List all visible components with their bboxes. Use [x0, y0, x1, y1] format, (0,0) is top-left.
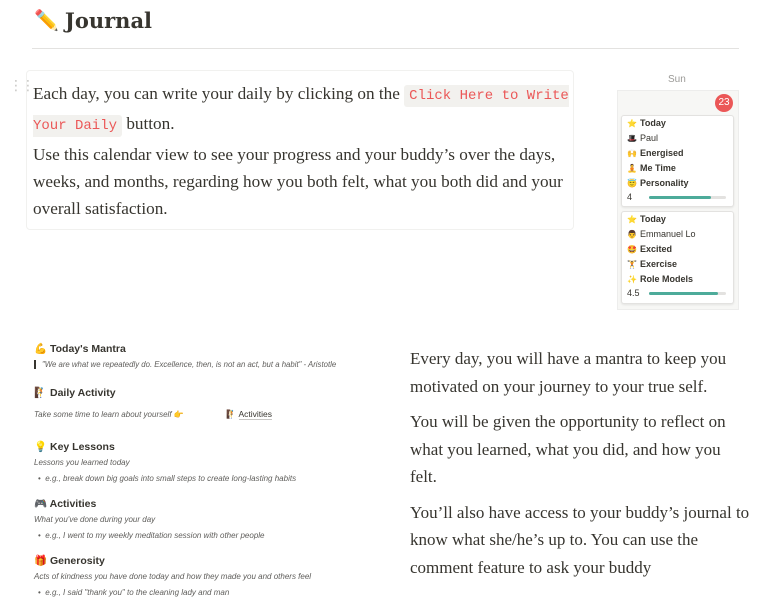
rating-progress: [622, 190, 733, 204]
smiley-icon: 😇: [627, 178, 637, 188]
card-row: ✨ Role Models: [622, 272, 733, 287]
card-row: 🧘 Me Time: [622, 161, 733, 176]
person-icon: 🎩: [627, 133, 637, 143]
sparkles-icon: ✨: [627, 274, 637, 284]
calendar-card[interactable]: [621, 115, 734, 207]
flexed-biceps-icon: 💪: [34, 343, 48, 355]
generosity-example: • e.g., I said "thank you" to the cleaning lady and man: [38, 588, 230, 597]
person-icon: 👨: [627, 229, 637, 239]
card-row: ⭐ Today: [622, 212, 733, 227]
activities-example: • e.g., I went to my weekly meditation session with other people: [38, 531, 265, 540]
write-daily-code: Click Here to Write Your Daily: [33, 85, 569, 137]
key-lessons-heading: 💡 Key Lessons: [34, 441, 115, 453]
activities-description: What you've done during your day: [34, 515, 156, 524]
description-paragraph: Every day, you will have a mantra to keep you motivated on your journey to your true self.: [410, 349, 727, 396]
pencil-icon: ✏️: [34, 10, 59, 32]
daily-activity-text: Take some time to learn about yourself 👉: [34, 410, 184, 419]
meditation-icon: 🧘: [627, 163, 637, 173]
progress-track: [649, 196, 726, 199]
intro-paragraph[interactable]: Each day, you can write your daily by clicking on the Click Here to Write Your Daily button.: [33, 80, 573, 140]
page-title[interactable]: Journal: [64, 8, 153, 33]
star-icon: ⭐: [627, 215, 637, 224]
pointing-hand-icon: 👉: [173, 410, 184, 419]
key-lessons-description: Lessons you learned today: [34, 458, 130, 467]
raised-hands-icon: 🙌: [627, 148, 637, 158]
progress-fill: [649, 292, 718, 295]
drag-handle-icon[interactable]: ⋮⋮: [9, 78, 33, 94]
daily-activity-heading: 🧗 Daily Activity: [34, 387, 116, 399]
card-row: 🙌 Energised: [622, 146, 733, 161]
page-header: [34, 8, 152, 33]
calendar-day-label: Sun: [668, 74, 686, 85]
rating-value: 4: [627, 192, 633, 203]
weightlifter-icon: 🏋: [627, 259, 637, 269]
rating-progress: [622, 286, 733, 300]
generosity-heading: 🎁 Generosity: [34, 555, 105, 567]
card-row: 👨 Emmanuel Lo: [622, 227, 733, 242]
rating-value: 4.5: [627, 288, 640, 299]
progress-track: [649, 292, 726, 295]
progress-fill: [649, 196, 711, 199]
mantra-heading: 💪 Today's Mantra: [34, 343, 126, 355]
card-row: 🤩 Excited: [622, 242, 733, 257]
card-row: ⭐ Today: [622, 116, 733, 131]
activities-link[interactable]: 🧗 Activities: [226, 409, 273, 419]
calendar-date-badge: 23: [715, 94, 733, 112]
description-paragraph: You will be given the opportunity to reflect on what you learned, what you did, and how you felt.: [410, 412, 726, 486]
card-row: 😇 Personality: [622, 176, 733, 191]
activity-icon: 🧗: [226, 409, 237, 419]
card-row: 🎩 Paul: [622, 131, 733, 146]
activity-icon: 🧗: [34, 387, 48, 399]
description-block[interactable]: [410, 345, 750, 581]
key-lessons-example: • e.g., break down big goals into small steps to create long-lasting habits: [38, 474, 297, 483]
activities-heading: 🎮 Activities: [34, 498, 97, 510]
star-icon: ⭐: [627, 119, 637, 128]
generosity-description: Acts of kindness you have done today and how they made you and others feel: [34, 572, 312, 581]
divider: [32, 48, 739, 49]
game-controller-icon: 🎮: [34, 498, 48, 510]
calendar-card[interactable]: [621, 211, 734, 304]
description-paragraph: You’ll also have access to your buddy’s journal to know what she/he’s up to. You can use the comment feature to ask your buddy: [410, 502, 750, 577]
star-struck-icon: 🤩: [627, 244, 637, 254]
lightbulb-icon: 💡: [34, 441, 48, 453]
gift-icon: 🎁: [34, 555, 48, 567]
mantra-quote: "We are what we repeatedly do. Excellence, then, is not an act, but a habit" - Aristotle: [34, 360, 336, 369]
calendar-paragraph[interactable]: Use this calendar view to see your progress and your buddy’s over the days, weeks, and months, regarding how you both felt, what you both did and your overall satisfaction.: [33, 145, 563, 218]
card-row: 🏋 Exercise: [622, 257, 733, 272]
